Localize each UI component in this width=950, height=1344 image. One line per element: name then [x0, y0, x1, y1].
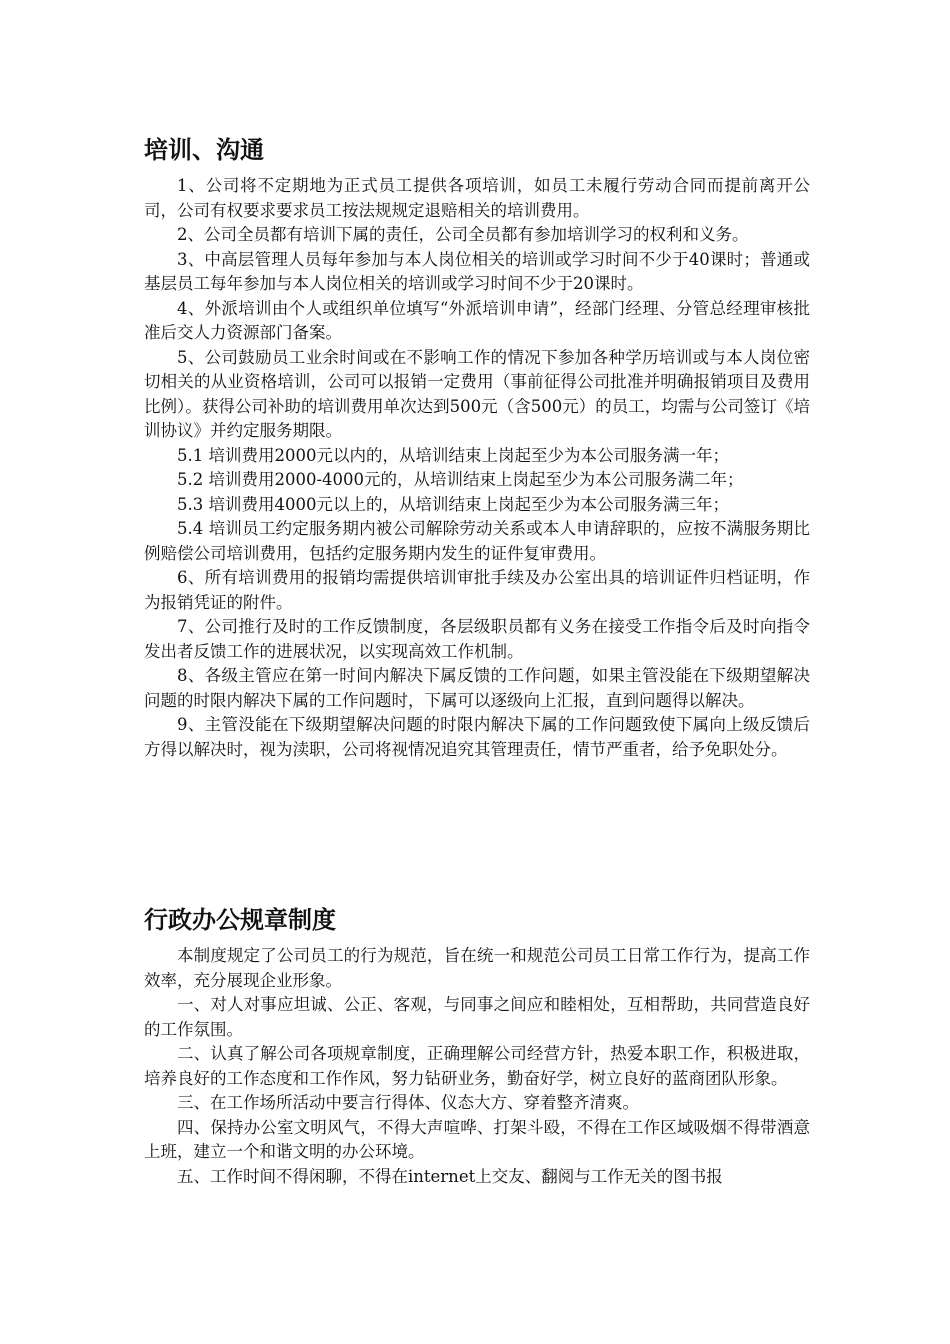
section-heading: 培训、沟通	[144, 136, 264, 164]
paragraph: 3、中高层管理人员每年参加与本人岗位相关的培训或学习时间不少于40课时；普通或基层员工每年参加与本人岗位相关的培训或学习时间不少于20课时。	[144, 249, 810, 293]
paragraph: 5.2 培训费用2000-4000元的，从培训结束上岗起至少为本公司服务满二年；	[177, 470, 744, 489]
paragraph: 二、认真了解公司各项规章制度，正确理解公司经营方针，热爱本职工作，积极进取，培养良好的工作态度和工作作风，努力钻研业务，勤奋好学，树立良好的蓝商团队形象。	[144, 1044, 810, 1088]
paragraph: 三、在工作场所活动中要言行得体、仪态大方、穿着整齐清爽。	[177, 1093, 639, 1112]
paragraph: 9、主管没能在下级期望解决问题的时限内解决下属的工作问题致使下属向上级反馈后方得以解决时，视为渎职，公司将视情况追究其管理责任，情节严重者，给予免职处分。	[144, 715, 810, 759]
paragraph: 1、公司将不定期地为正式员工提供各项培训，如员工未履行劳动合同而提前离开公司，公司有权要求要求员工按法规规定退赔相关的培训费用。	[144, 176, 810, 220]
paragraph: 6、所有培训费用的报销均需提供培训审批手续及办公室出具的培训证件归档证明，作为报销凭证的附件。	[144, 568, 810, 612]
paragraph: 2、公司全员都有培训下属的责任，公司全员都有参加培训学习的权利和义务。	[177, 225, 749, 244]
section-admin-office-rules	[144, 900, 810, 1189]
paragraph: 本制度规定了公司员工的行为规范，旨在统一和规范公司员工日常工作行为，提高工作效率，充分展现企业形象。	[144, 946, 810, 990]
paragraph: 7、公司推行及时的工作反馈制度，各层级职员都有义务在接受工作指令后及时向指令发出者反馈工作的进展状况，以实现高效工作机制。	[144, 617, 810, 661]
paragraph: 一、对人对事应坦诚、公正、客观，与同事之间应和睦相处，互相帮助，共同营造良好的工作氛围。	[144, 995, 810, 1039]
paragraph: 5、公司鼓励员工业余时间或在不影响工作的情况下参加各种学历培训或与本人岗位密切相关的从业资格培训，公司可以报销一定费用（事前征得公司批准并明确报销项目及费用比例）。获得公司补助的培训费用单次达到500元（含500元）的员工，均需与公司签订《培训协议》并约定服务期限。	[144, 347, 810, 440]
paragraph: 5.3 培训费用4000元以上的，从培训结束上岗起至少为本公司服务满三年；	[177, 494, 729, 514]
section-heading: 行政办公规章制度	[144, 906, 336, 934]
paragraph: 五、工作时间不得闲聊，不得在internet上交友、翻阅与工作无关的图书报	[177, 1166, 723, 1186]
paragraph: 8、各级主管应在第一时间内解决下属反馈的工作问题，如果主管没能在下级期望解决问题的时限内解决下属的工作问题时，下属可以逐级向上汇报，直到问题得以解决。	[144, 666, 810, 710]
paragraph: 5.1 培训费用2000元以内的，从培训结束上岗起至少为本公司服务满一年；	[177, 445, 729, 465]
section-training-communication	[144, 130, 810, 762]
paragraph: 四、保持办公室文明风气，不得大声喧哗、打架斗殴，不得在工作区域吸烟不得带酒意上班，建立一个和谐文明的办公环境。	[144, 1117, 810, 1161]
paragraph: 5.4 培训员工约定服务期内被公司解除劳动关系或本人申请辞职的，应按不满服务期比例赔偿公司培训费用，包括约定服务期内发生的证件复审费用。	[144, 519, 810, 563]
paragraph: 4、外派培训由个人或组织单位填写“外派培训申请”，经部门经理、分管总经理审核批准后交人力资源部门备案。	[144, 298, 810, 342]
